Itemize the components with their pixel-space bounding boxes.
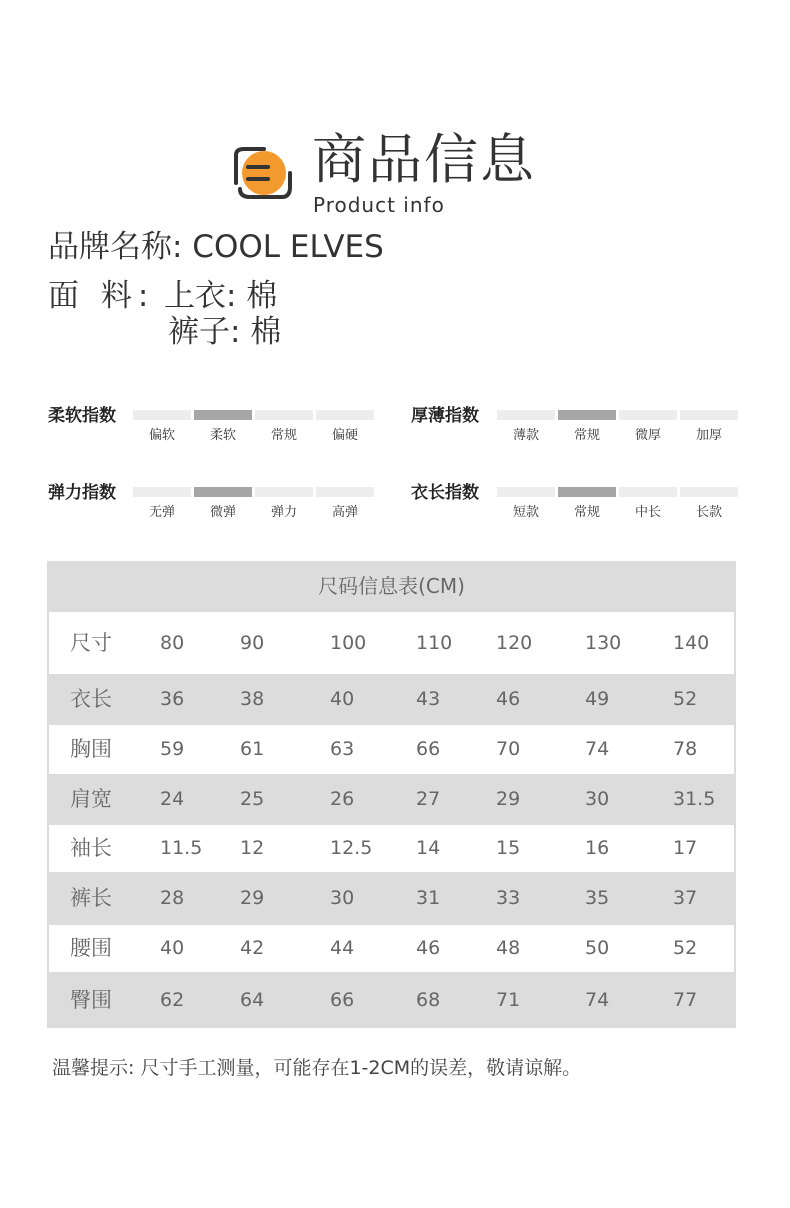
table-cell: 80 xyxy=(160,632,185,654)
page-subtitle: Product info xyxy=(313,193,445,217)
table-cell: 25 xyxy=(240,788,265,810)
size-table-title: 尺码信息表(CM) xyxy=(318,574,465,598)
table-cell: 17 xyxy=(673,837,698,859)
table-cell: 59 xyxy=(160,738,185,760)
table-cell: 74 xyxy=(585,738,610,760)
document-icon xyxy=(230,143,296,205)
table-cell: 29 xyxy=(496,788,521,810)
scale-option: 弹力 xyxy=(270,505,297,520)
table-cell: 36 xyxy=(160,688,185,710)
index-scale xyxy=(497,487,739,525)
table-cell: 110 xyxy=(416,632,453,654)
table-row xyxy=(47,674,736,725)
row-label: 腰围 xyxy=(70,936,112,960)
table-cell: 15 xyxy=(496,837,521,859)
table-cell: 33 xyxy=(496,887,521,909)
scale-option: 偏软 xyxy=(148,428,175,443)
scale-bar xyxy=(255,410,313,420)
table-cell: 31 xyxy=(416,887,441,909)
table-cell: 78 xyxy=(673,738,698,760)
scale-option: 短款 xyxy=(512,505,539,520)
scale-option: 高弹 xyxy=(331,505,358,520)
table-cell: 64 xyxy=(240,989,265,1011)
scale-option: 柔软 xyxy=(209,428,236,443)
table-cell: 12 xyxy=(240,837,265,859)
table-cell: 11.5 xyxy=(160,837,203,859)
table-row xyxy=(47,972,736,1028)
table-cell: 49 xyxy=(585,688,610,710)
table-cell: 130 xyxy=(585,632,622,654)
index-scale xyxy=(133,410,375,448)
table-row xyxy=(49,825,734,872)
row-label: 裤长 xyxy=(70,886,112,910)
table-row xyxy=(49,725,734,774)
table-row xyxy=(49,925,734,972)
table-cell: 70 xyxy=(496,738,521,760)
brand-name: 品牌名称: COOL ELVES xyxy=(48,229,384,265)
table-cell: 68 xyxy=(416,989,441,1011)
scale-bar xyxy=(680,410,738,420)
table-cell: 71 xyxy=(496,989,521,1011)
table-cell: 28 xyxy=(160,887,185,909)
scale-option: 薄款 xyxy=(512,428,539,443)
table-cell: 61 xyxy=(240,738,265,760)
table-cell: 48 xyxy=(496,937,521,959)
table-cell: 16 xyxy=(585,837,610,859)
scale-option: 偏硬 xyxy=(331,428,358,443)
row-label: 尺寸 xyxy=(70,631,112,655)
table-cell: 31.5 xyxy=(673,788,716,810)
table-cell: 52 xyxy=(673,937,698,959)
table-cell: 42 xyxy=(240,937,265,959)
scale-option: 加厚 xyxy=(695,428,722,443)
table-cell: 37 xyxy=(673,887,698,909)
material-top: 上衣: 棉 xyxy=(164,278,278,314)
scale-option: 常规 xyxy=(573,428,600,443)
scale-bar xyxy=(316,487,374,497)
table-cell: 40 xyxy=(160,937,185,959)
scale-bar xyxy=(133,410,191,420)
scale-option: 中长 xyxy=(634,505,661,520)
scale-option: 长款 xyxy=(695,505,722,520)
table-row xyxy=(47,774,736,825)
row-label: 衣长 xyxy=(70,687,112,711)
scale-option: 无弹 xyxy=(148,505,175,520)
scale-bar xyxy=(680,487,738,497)
table-cell: 100 xyxy=(330,632,367,654)
scale-bar-selected xyxy=(194,487,252,497)
index-label: 弹力指数 xyxy=(48,483,116,503)
index-scale xyxy=(133,487,375,525)
table-cell: 30 xyxy=(585,788,610,810)
table-cell: 46 xyxy=(416,937,441,959)
table-cell: 30 xyxy=(330,887,355,909)
page-title: 商品信息 xyxy=(312,128,536,191)
measurement-tip: 温馨提示: 尺寸手工测量，可能存在1-2CM的误差，敬请谅解。 xyxy=(52,1057,582,1079)
table-cell: 120 xyxy=(496,632,533,654)
table-cell: 38 xyxy=(240,688,265,710)
table-cell: 77 xyxy=(673,989,698,1011)
scale-option: 常规 xyxy=(573,505,600,520)
table-cell: 90 xyxy=(240,632,265,654)
size-table xyxy=(47,561,736,1028)
index-label: 衣长指数 xyxy=(411,483,479,503)
table-cell: 43 xyxy=(416,688,441,710)
table-cell: 62 xyxy=(160,989,185,1011)
scale-bar-selected xyxy=(558,487,616,497)
scale-bar xyxy=(619,410,677,420)
scale-option: 微厚 xyxy=(634,428,661,443)
row-label: 袖长 xyxy=(70,836,112,860)
table-cell: 66 xyxy=(330,989,355,1011)
table-cell: 50 xyxy=(585,937,610,959)
scale-bar xyxy=(316,410,374,420)
table-cell: 44 xyxy=(330,937,355,959)
scale-bar-selected xyxy=(194,410,252,420)
table-cell: 24 xyxy=(160,788,185,810)
table-cell: 40 xyxy=(330,688,355,710)
index-label: 厚薄指数 xyxy=(411,406,479,426)
table-cell: 26 xyxy=(330,788,355,810)
row-label: 肩宽 xyxy=(70,787,112,811)
table-cell: 52 xyxy=(673,688,698,710)
index-label: 柔软指数 xyxy=(48,406,116,426)
table-cell: 74 xyxy=(585,989,610,1011)
table-cell: 27 xyxy=(416,788,441,810)
scale-bar xyxy=(255,487,313,497)
material-label: 面 料: xyxy=(48,278,155,314)
table-row xyxy=(49,612,734,674)
scale-option: 常规 xyxy=(270,428,297,443)
scale-bar-selected xyxy=(558,410,616,420)
row-label: 臀围 xyxy=(70,988,112,1012)
index-scale xyxy=(497,410,739,448)
table-row xyxy=(47,872,736,925)
row-label: 胸围 xyxy=(70,737,112,761)
scale-bar xyxy=(497,410,555,420)
scale-option: 微弹 xyxy=(209,505,236,520)
scale-bar xyxy=(619,487,677,497)
table-cell: 29 xyxy=(240,887,265,909)
scale-bar xyxy=(497,487,555,497)
table-cell: 14 xyxy=(416,837,441,859)
table-cell: 66 xyxy=(416,738,441,760)
table-cell: 140 xyxy=(673,632,710,654)
material-pants: 裤子: 棉 xyxy=(168,314,282,350)
table-cell: 46 xyxy=(496,688,521,710)
table-cell: 63 xyxy=(330,738,355,760)
table-cell: 35 xyxy=(585,887,610,909)
scale-bar xyxy=(133,487,191,497)
table-cell: 12.5 xyxy=(330,837,373,859)
